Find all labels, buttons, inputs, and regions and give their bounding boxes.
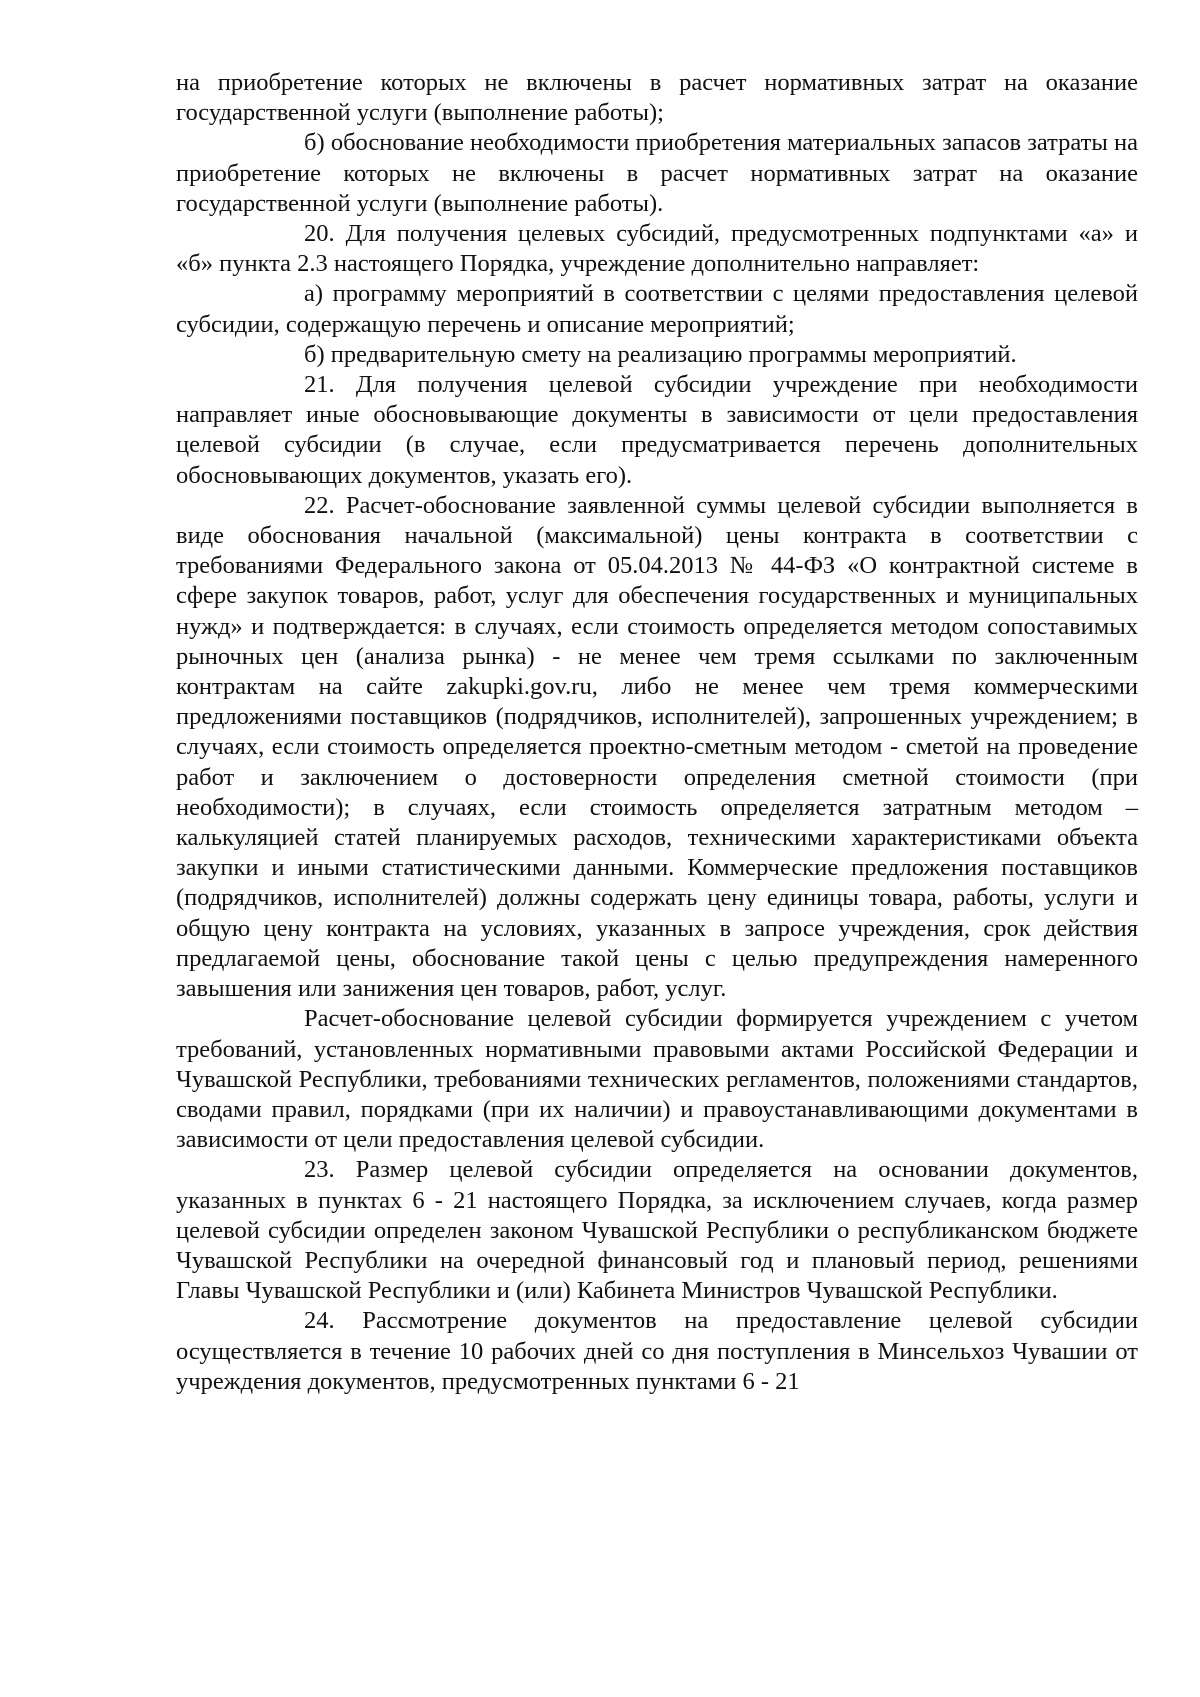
paragraph-24: 24. Рассмотрение документов на предоставление целевой субсидии осуществляется в течение 10 рабочих дней со дня поступления в Минсельхоз Чувашии от учреждения документов, предусмотренных пунктами 6 - 21 xyxy=(176,1307,1138,1395)
paragraph-20-b: б) предварительную смету на реализацию программы мероприятий. xyxy=(304,340,1017,368)
paragraph-23: 23. Размер целевой субсидии определяется на основании документов, указанных в пунктах 6 - 21 настоящего Порядка, за исключением случаев, когда размер целевой субсидии определен законом Чувашской Республики о республиканском бюджете Чувашской Республики на очередной финансовый год и плановый период, решениями Главы Чувашской Республики и (или) Кабинета Министров Чувашской Республики. xyxy=(176,1156,1138,1305)
paragraph-continuation: на приобретение которых не включены в расчет нормативных затрат на оказание государственной услуги (выполнение работы); xyxy=(176,69,1138,127)
paragraph-sub-b-materials: б) обоснование необходимости приобретения материальных запасов затраты на приобретение которых не включены в расчет нормативных затрат на оказание государственной услуги (выполнение работы). xyxy=(176,129,1138,217)
paragraph-20-a: а) программу мероприятий в соответствии с целями предоставления целевой субсидии, содержащую перечень и описание мероприятий; xyxy=(176,280,1138,338)
paragraph-22: 22. Расчет-обоснование заявленной суммы целевой субсидии выполняется в виде обоснования начальной (максимальной) цены контракта в соответствии с требованиями Федерального закона от 05.04.2013 № 44-ФЗ «О контрактной системе в сфере закупок товаров, работ, услуг для обеспечения государственных и муниципальных нужд» и подтверждается: в случаях, если стоимость определяется методом сопоставимых рыночных цен (анализа рынка) - не менее чем тремя ссылками по заключенным контрактам на сайте zakupki.gov.ru, либо не менее чем тремя коммерческими предложениями поставщиков (подрядчиков, исполнителей), запрошенных учреждением; в случаях, если стоимость определяется проектно-сметным методом - сметой на проведение работ и заключением о достоверности определения сметной стоимости (при необходимости); в случаях, если стоимость определяется затратным методом – калькуляцией статей планируемых расходов, техническими характеристиками объекта закупки и иными статистическими данными. Коммерческие предложения поставщиков (подрядчиков, исполнителей) должны содержать цену единицы товара, работы, услуги и общую цену контракта на условиях, указанных в запросе учреждения, срок действия предлагаемой цены, обоснование такой цены с целью предупреждения намеренного завышения или занижения цен товаров, работ, услуг. xyxy=(176,491,1138,1003)
paragraph-20: 20. Для получения целевых субсидий, предусмотренных подпунктами «а» и «б» пункта 2.3 настоящего Порядка, учреждение дополнительно направляет: xyxy=(176,220,1138,278)
paragraph-22-calculation: Расчет-обоснование целевой субсидии формируется учреждением с учетом требований, установленных нормативными правовыми актами Российской Федерации и Чувашской Республики, требованиями технических регламентов, положениями стандартов, сводами правил, порядками (при их наличии) и правоустанавливающими документами в зависимости от цели предоставления целевой субсидии. xyxy=(176,1005,1138,1154)
paragraph-21: 21. Для получения целевой субсидии учреждение при необходимости направляет иные обосновывающие документы в зависимости от цели предоставления целевой субсидии (в случае, если предусматривается перечень дополнительных обосновывающих документов, указать его). xyxy=(176,371,1138,489)
document-page xyxy=(176,68,1138,1397)
